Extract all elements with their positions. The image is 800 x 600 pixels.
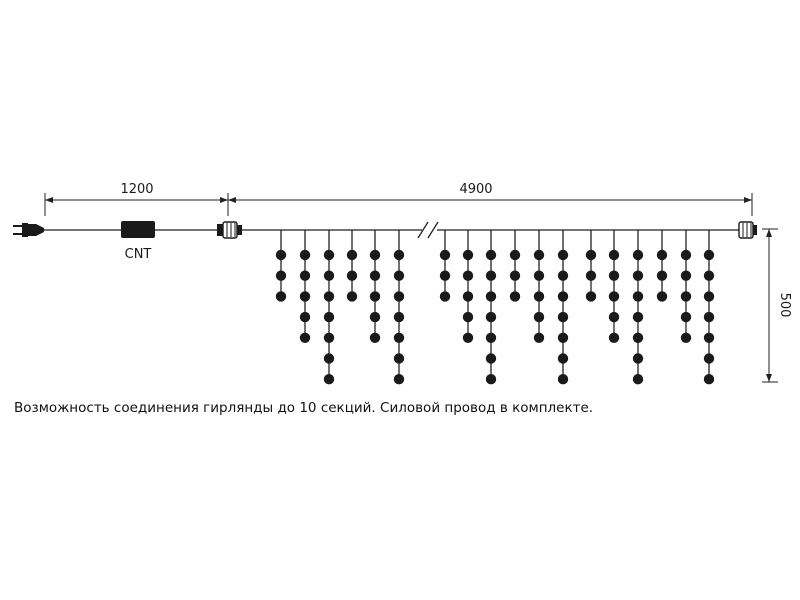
garland-length-label: 4900	[459, 182, 493, 197]
icicle-strand-right-12	[704, 230, 714, 384]
icicle-strand-right-8	[609, 230, 619, 343]
led-bead	[394, 333, 404, 343]
led-bead	[486, 353, 496, 363]
power-cord-length-label: 1200	[120, 182, 154, 197]
led-bead	[704, 312, 714, 322]
led-bead	[681, 271, 691, 281]
led-bead	[609, 291, 619, 301]
led-bead	[681, 291, 691, 301]
led-bead	[558, 353, 568, 363]
led-bead	[633, 312, 643, 322]
led-bead	[394, 291, 404, 301]
led-bead	[300, 291, 310, 301]
icicle-strand-right-7	[586, 230, 596, 302]
connector-right-icon	[739, 222, 757, 238]
led-bead	[370, 250, 380, 260]
led-bead	[510, 291, 520, 301]
led-bead	[324, 333, 334, 343]
led-bead	[510, 250, 520, 260]
led-bead	[586, 271, 596, 281]
led-bead	[534, 333, 544, 343]
led-bead	[681, 312, 691, 322]
led-bead	[558, 374, 568, 384]
led-bead	[586, 291, 596, 301]
led-bead	[347, 291, 357, 301]
led-bead	[558, 333, 568, 343]
controller-box	[121, 221, 155, 238]
led-bead	[276, 291, 286, 301]
icicle-strand-right-6	[558, 230, 568, 384]
led-bead	[394, 374, 404, 384]
drop-height-label: 500	[777, 292, 792, 318]
icicle-strands	[276, 230, 714, 384]
led-bead	[609, 271, 619, 281]
led-bead	[486, 291, 496, 301]
led-bead	[370, 333, 380, 343]
led-bead	[704, 374, 714, 384]
caption-text: Возможность соединения гирлянды до 10 секций. Силовой провод в комплекте.	[14, 400, 594, 416]
led-bead	[534, 271, 544, 281]
led-bead	[534, 291, 544, 301]
led-bead	[609, 333, 619, 343]
icicle-strand-right-3	[486, 230, 496, 384]
led-bead	[440, 291, 450, 301]
icicle-strand-left-2	[300, 230, 310, 343]
led-bead	[558, 291, 568, 301]
led-bead	[300, 250, 310, 260]
led-bead	[370, 271, 380, 281]
led-bead	[633, 291, 643, 301]
icicle-strand-left-4	[347, 230, 357, 302]
led-bead	[510, 271, 520, 281]
led-bead	[486, 374, 496, 384]
led-bead	[633, 353, 643, 363]
led-bead	[633, 374, 643, 384]
led-bead	[704, 333, 714, 343]
led-bead	[394, 312, 404, 322]
led-bead	[534, 250, 544, 260]
connector-left-icon	[217, 222, 242, 238]
led-bead	[657, 250, 667, 260]
dimension-drop-height	[762, 229, 778, 382]
icicle-strand-right-11	[681, 230, 691, 343]
led-bead	[324, 353, 334, 363]
led-bead	[633, 250, 643, 260]
icicle-strand-right-2	[463, 230, 473, 343]
led-bead	[704, 291, 714, 301]
led-bead	[633, 271, 643, 281]
led-bead	[558, 250, 568, 260]
led-bead	[300, 312, 310, 322]
led-bead	[276, 271, 286, 281]
led-bead	[324, 291, 334, 301]
led-bead	[394, 353, 404, 363]
led-bead	[300, 271, 310, 281]
led-bead	[609, 250, 619, 260]
icicle-strand-right-1	[440, 230, 450, 302]
led-bead	[440, 271, 450, 281]
led-bead	[704, 250, 714, 260]
led-bead	[324, 312, 334, 322]
led-bead	[558, 271, 568, 281]
led-bead	[633, 333, 643, 343]
led-bead	[609, 312, 619, 322]
icicle-strand-left-3	[324, 230, 334, 384]
led-bead	[486, 250, 496, 260]
led-bead	[463, 291, 473, 301]
led-bead	[681, 333, 691, 343]
led-bead	[486, 312, 496, 322]
led-bead	[704, 271, 714, 281]
led-bead	[681, 250, 691, 260]
led-bead	[657, 291, 667, 301]
led-bead	[463, 250, 473, 260]
led-bead	[486, 271, 496, 281]
led-bead	[324, 250, 334, 260]
led-bead	[347, 250, 357, 260]
icicle-strand-right-10	[657, 230, 667, 302]
led-bead	[463, 271, 473, 281]
icicle-strand-left-1	[276, 230, 286, 302]
led-bead	[704, 353, 714, 363]
led-bead	[394, 271, 404, 281]
led-bead	[276, 250, 286, 260]
led-bead	[324, 271, 334, 281]
icicle-strand-right-4	[510, 230, 520, 302]
led-bead	[394, 250, 404, 260]
controller-label: CNT	[124, 247, 152, 262]
led-bead	[347, 271, 357, 281]
icicle-strand-left-5	[370, 230, 380, 343]
led-bead	[370, 312, 380, 322]
icicle-strand-right-5	[534, 230, 544, 343]
led-bead	[558, 312, 568, 322]
led-bead	[324, 374, 334, 384]
led-bead	[534, 312, 544, 322]
led-bead	[586, 250, 596, 260]
power-plug-icon	[13, 223, 44, 237]
led-bead	[300, 333, 310, 343]
led-bead	[463, 312, 473, 322]
led-bead	[440, 250, 450, 260]
led-bead	[657, 271, 667, 281]
led-bead	[463, 333, 473, 343]
led-bead	[486, 333, 496, 343]
led-bead	[370, 291, 380, 301]
icicle-strand-left-6	[394, 230, 404, 384]
icicle-strand-right-9	[633, 230, 643, 384]
